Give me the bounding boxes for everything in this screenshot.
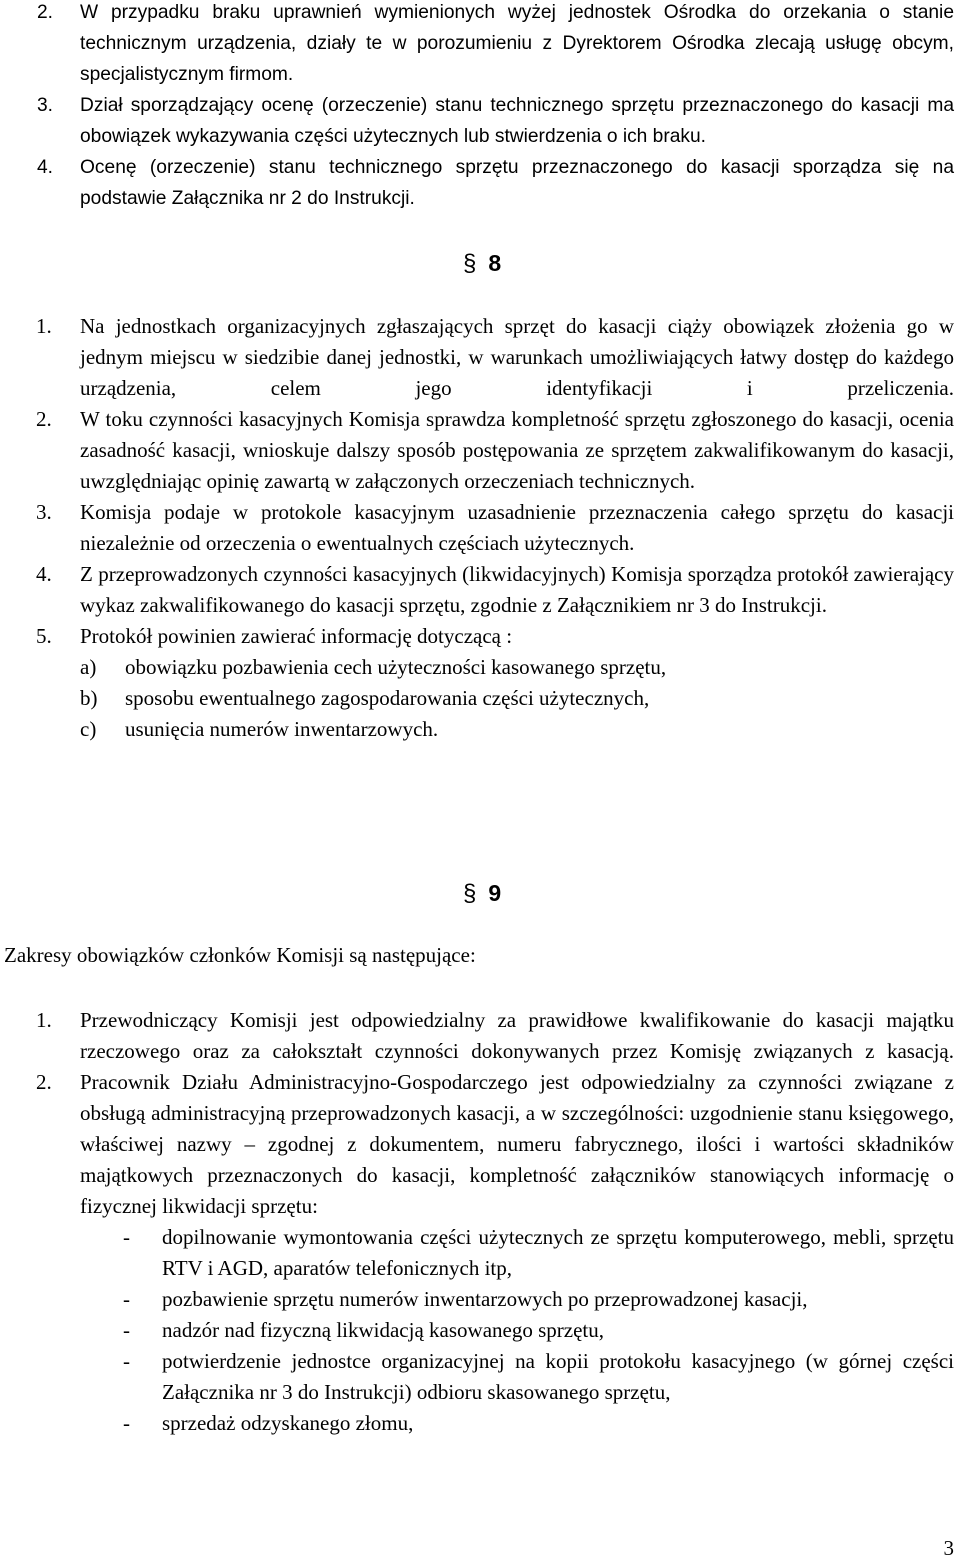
list-item <box>0 1005 960 1067</box>
list-item <box>0 311 960 404</box>
section-symbol: § <box>463 250 477 277</box>
item-number: 4. <box>36 562 52 586</box>
dash-mark: - <box>123 1349 130 1373</box>
sub-item-letter: a) <box>80 655 97 679</box>
dash-mark: - <box>123 1287 130 1311</box>
item-number: 1. <box>36 1008 52 1032</box>
dash-mark: - <box>123 1225 130 1249</box>
sub-item-text: usunięcia numerów inwentarzowych. <box>125 717 439 741</box>
section-9-list <box>0 1005 960 1439</box>
item-text: Z przeprowadzonych czynności kasacyjnych (likwidacyjnych) Komisja sporządza protokół zawierający wykaz zakwalifikowanego do kasacji sprzętu, zgodnie z Załącznikiem nr 3 do Instrukcji. <box>80 562 954 617</box>
item-number: 4. <box>37 157 54 178</box>
top-list <box>0 0 960 214</box>
sub-item-letter: c) <box>80 717 97 741</box>
dash-text: dopilnowanie wymontowania części użytecznych ze sprzętu komputerowego, mebli, sprzętu RTV i AGD, aparatów telefonicznych itp, <box>162 1225 954 1280</box>
dash-text: sprzedaż odzyskanego złomu, <box>162 1411 414 1435</box>
dash-mark: - <box>123 1411 130 1435</box>
dash-item <box>0 1315 960 1346</box>
dash-item <box>0 1222 960 1284</box>
section-8-list <box>0 311 960 745</box>
item-text: Na jednostkach organizacyjnych zgłaszających sprzęt do kasacji ciąży obowiązek złożenia go w jednym miejscu w siedzibie danej jednostki, w warunkach umożliwiających łatwy dostęp do każdego urządzenia, celem jego identyfikacji i przeliczenia. <box>80 314 954 400</box>
item-text: Przewodniczący Komisji jest odpowiedzialny za prawidłowe kwalifikowanie do kasacji majątku rzeczowego oraz za całokształt czynności dokonywanych przez Komisję związanych z kasacją. <box>80 1008 954 1063</box>
item-number: 3. <box>36 500 52 524</box>
section-heading-9 <box>463 880 501 908</box>
sub-item-text: sposobu ewentualnego zagospodarowania części użytecznych, <box>125 686 650 710</box>
item-text: Komisja podaje w protokole kasacyjnym uzasadnienie przeznaczenia całego sprzętu do kasacji niezależnie od orzeczenia o ewentualnych częściach użytecznych. <box>80 500 954 555</box>
list-item <box>0 621 960 652</box>
dash-text: pozbawienie sprzętu numerów inwentarzowych po przeprowadzonej kasacji, <box>162 1287 808 1311</box>
dash-item <box>0 1408 960 1439</box>
list-item <box>0 1067 960 1222</box>
item-number: 5. <box>36 624 52 648</box>
item-number: 3. <box>37 95 54 116</box>
item-text: W toku czynności kasacyjnych Komisja sprawdza kompletność sprzętu zgłoszonego do kasacji, ocenia zasadność kasacji, wnioskuje dalszy sposób postępowania ze sprzętem zakwalifikowanym do kasacji, uwzględniając opinię zawartą w załączonych orzeczeniach technicznych. <box>80 407 954 493</box>
item-text: Ocenę (orzeczenie) stanu technicznego sprzętu przeznaczonego do kasacji sporządza się na podstawie Załącznika nr 2 do Instrukcji. <box>80 157 954 209</box>
dash-mark: - <box>123 1318 130 1342</box>
section-heading-8 <box>463 250 501 278</box>
section-number: 9 <box>488 880 502 906</box>
sub-item-text: obowiązku pozbawienia cech użyteczności kasowanego sprzętu, <box>125 655 667 679</box>
sub-item <box>0 652 960 683</box>
section-9-intro: Zakresy obowiązków członków Komisji są następujące: <box>4 943 476 967</box>
item-number: 2. <box>36 1070 52 1094</box>
section-symbol: § <box>463 880 477 907</box>
list-item <box>0 0 960 90</box>
sub-item <box>0 714 960 745</box>
list-item <box>0 90 960 152</box>
dash-text: nadzór nad fizyczną likwidacją kasowanego sprzętu, <box>162 1318 604 1342</box>
list-item <box>0 152 960 214</box>
dash-item <box>0 1346 960 1408</box>
list-item <box>0 559 960 621</box>
item-number: 2. <box>37 2 54 23</box>
page-number: 3 <box>943 1536 954 1560</box>
item-number: 1. <box>36 314 52 338</box>
list-item <box>0 497 960 559</box>
sub-item <box>0 683 960 714</box>
item-number: 2. <box>36 407 52 431</box>
sub-item-letter: b) <box>80 686 98 710</box>
item-text: W przypadku braku uprawnień wymienionych wyżej jednostek Ośrodka do orzekania o stanie technicznym urządzenia, działy te w porozumieniu z Dyrektorem Ośrodka zlecają usługę obcym, specjalistycznym firmom. <box>80 2 954 85</box>
item-text: Protokół powinien zawierać informację dotyczącą : <box>80 624 513 648</box>
dash-item <box>0 1284 960 1315</box>
dash-text: potwierdzenie jednostce organizacyjnej na kopii protokołu kasacyjnego (w górnej części Załącznika nr 3 do Instrukcji) odbioru skasowanego sprzętu, <box>162 1349 954 1404</box>
list-item <box>0 404 960 497</box>
item-text: Pracownik Działu Administracyjno-Gospodarczego jest odpowiedzialny za czynności związane z obsługą administracyjną przeprowadzonych kasacji, a w szczególności: uzgodnienie stanu księgowego, właściwej nazwy – zgodnej z dokumentem, numeru fabrycznego, ilości i wartości składników majątkowych przeznaczonych do kasacji, kompletność załączników stanowiących informację o fizycznej likwidacji sprzętu: <box>80 1070 954 1218</box>
section-number: 8 <box>488 250 502 276</box>
item-text: Dział sporządzający ocenę (orzeczenie) stanu technicznego sprzętu przeznaczonego do kasacji ma obowiązek wykazywania części użytecznych lub stwierdzenia o ich braku. <box>80 95 954 147</box>
